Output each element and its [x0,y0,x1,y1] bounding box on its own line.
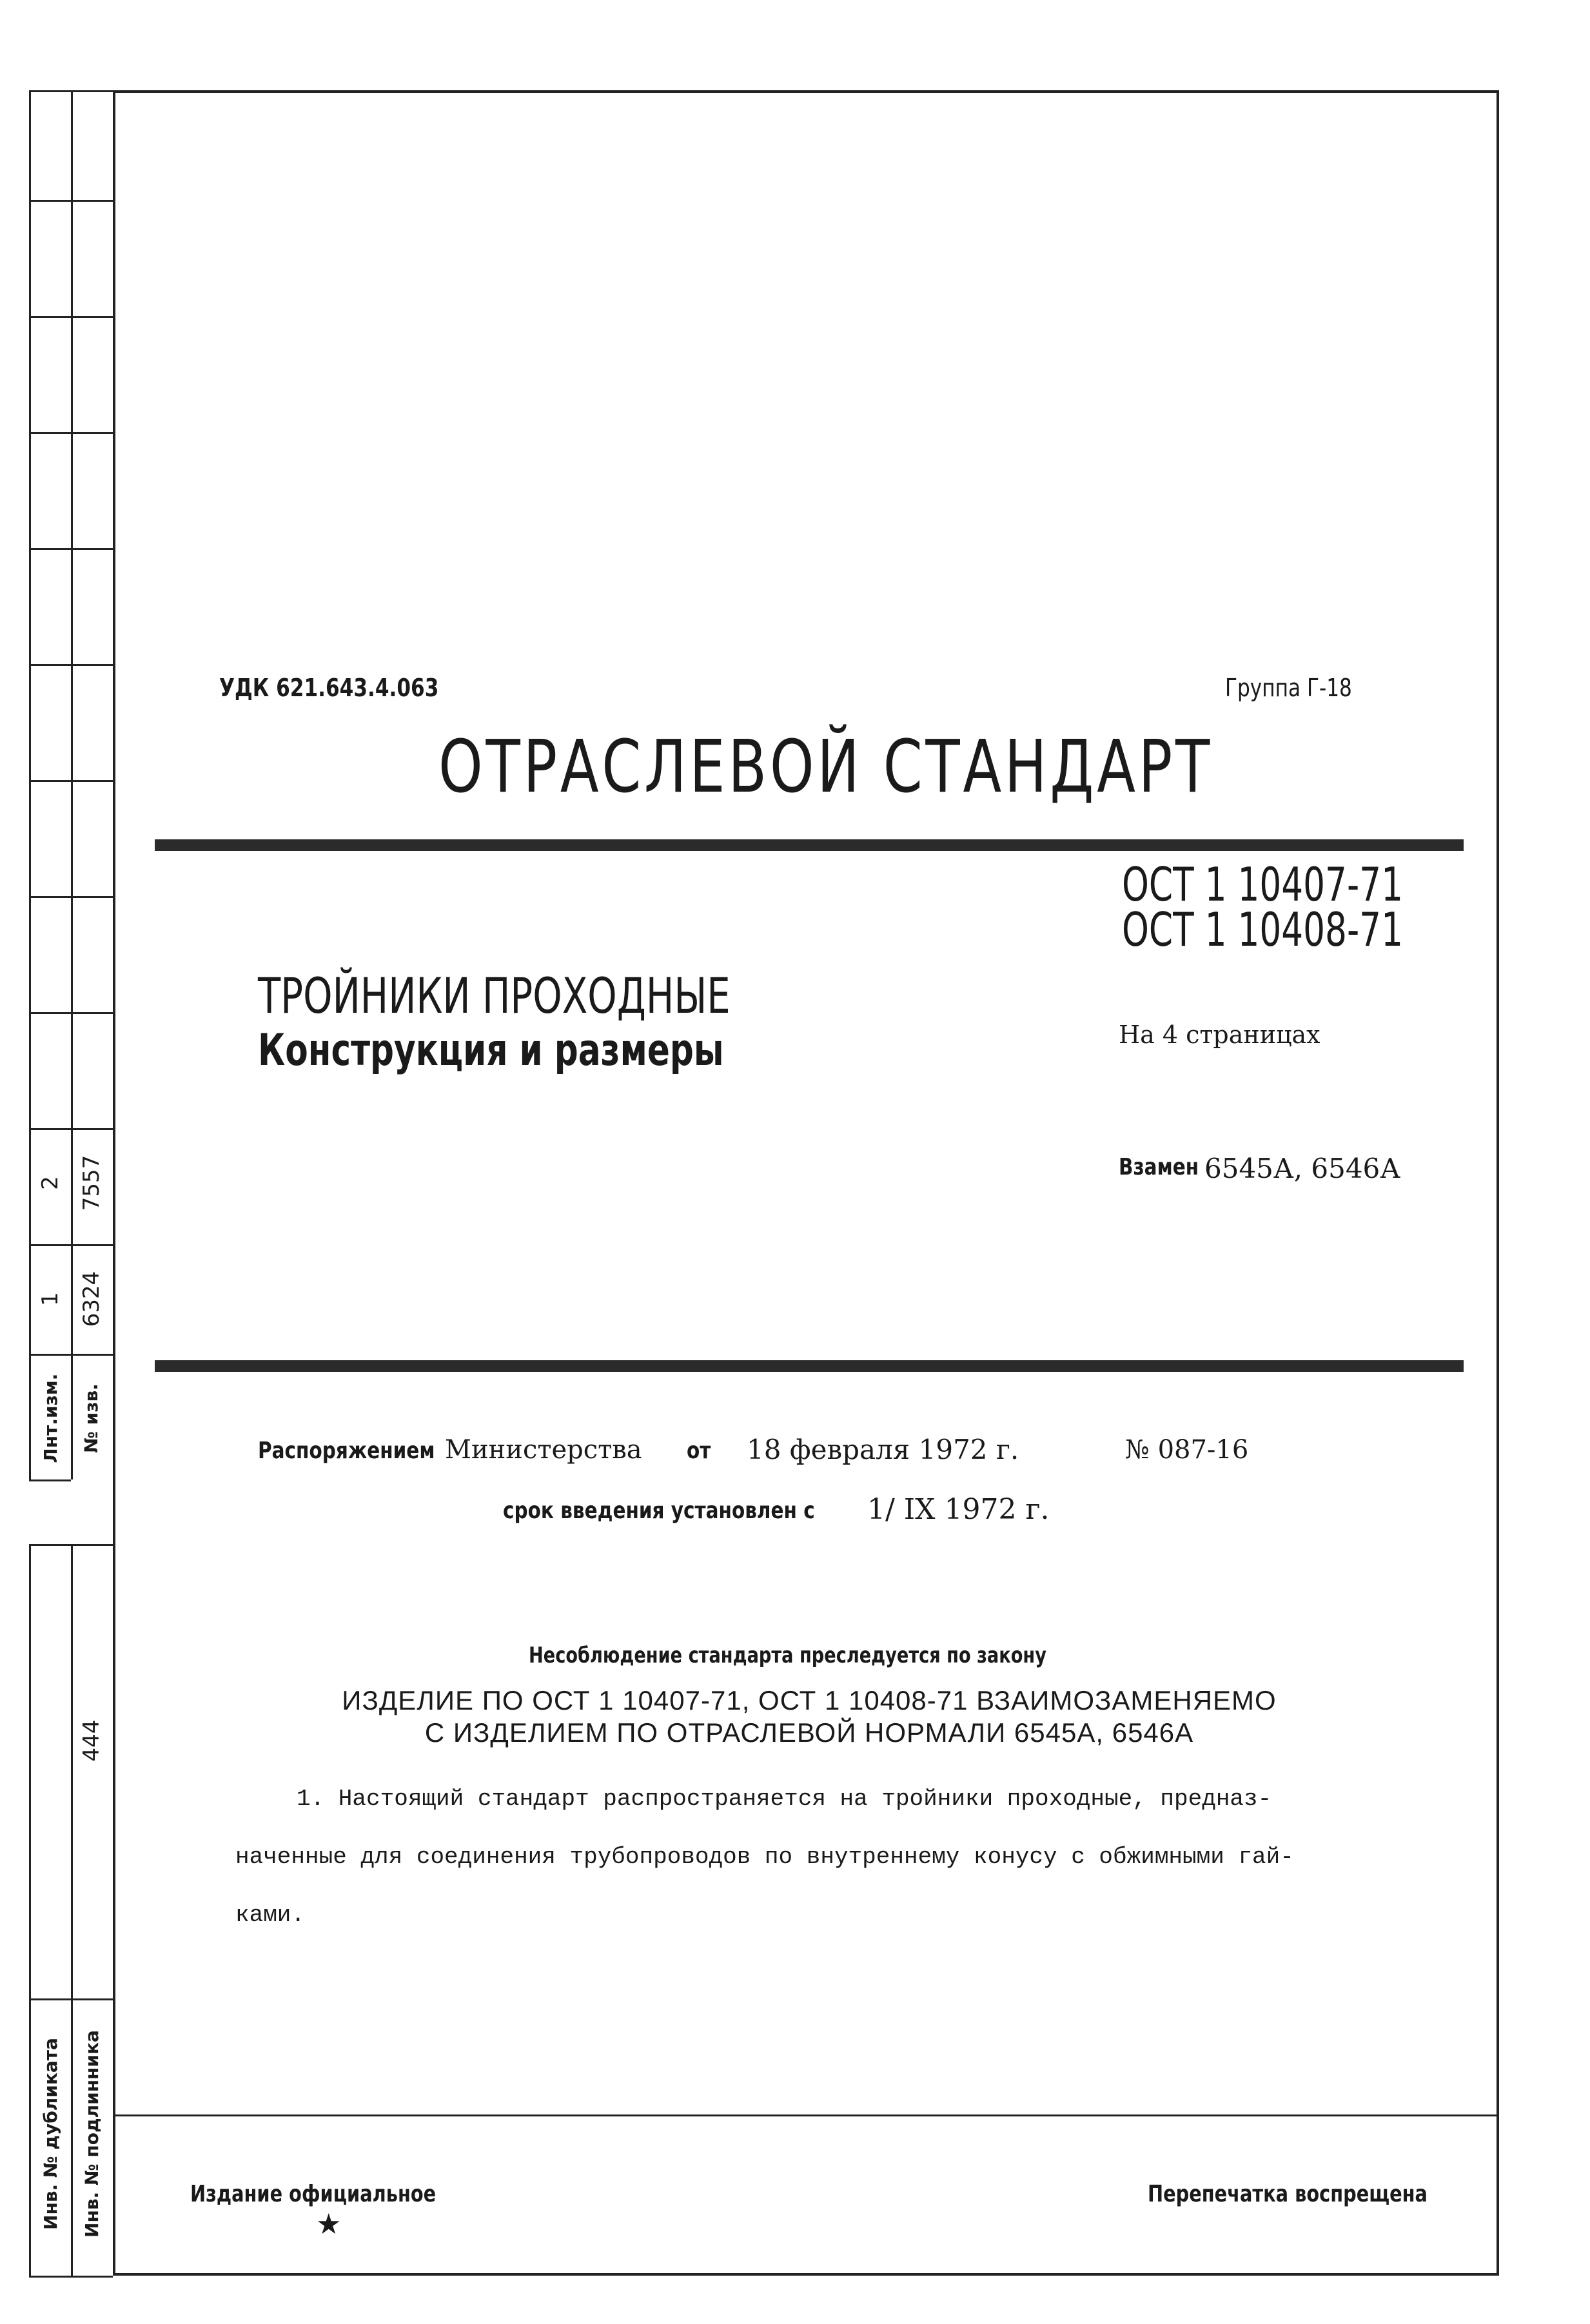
order-number: № 087-16 [1125,1435,1249,1465]
term-date: 1/ IX 1972 г. [867,1493,1050,1526]
footer-reprint-prohibited: Перепечатка воспрещена [1148,2181,1428,2207]
page-count: На 4 страницах [1119,1020,1320,1049]
legal-notice: Несоблюдение стандарта преследуется по закону [529,1643,1046,1668]
top-rule [155,839,1464,851]
replaces-label: Взамен [1119,1154,1199,1180]
original-inv-value: 444 [79,1719,104,1762]
label-change: Лнт.изм. [40,1373,61,1463]
page-title: ОТРАСЛЕВОЙ СТАНДАРТ [438,725,1213,809]
interchange-line-2: С ИЗДЕЛИЕМ ПО ОТРАСЛЕВОЙ НОРМАЛИ 6545А, 6546А [424,1717,1194,1748]
label-notice: № изв. [81,1383,102,1453]
replaces-value: 6545А, 6546А [1204,1153,1401,1184]
order-from-label: от [687,1438,711,1464]
designation-1: ОСТ 1 10407-71 [1122,857,1403,912]
footer-divider [113,2114,1499,2116]
change-no-2: 2 [37,1176,63,1190]
product-title: ТРОЙНИКИ ПРОХОДНЫЕ [258,967,731,1024]
notice-no-2: 7557 [79,1155,104,1211]
change-no-1: 1 [37,1292,63,1306]
footer-official-edition: Издание официальное [190,2181,437,2207]
bottom-rule [155,1360,1464,1372]
designation-2: ОСТ 1 10408-71 [1122,903,1403,957]
order-date: 18 февраля 1972 г. [747,1434,1019,1465]
term-label: срок введения установлен с [503,1498,815,1524]
udk-code: УДК 621.643.4.063 [219,674,439,702]
interchange-line-1: ИЗДЕЛИЕ ПО ОСТ 1 10407-71, ОСТ 1 10408-71 ВЗАИМОЗАМЕНЯЕМО [342,1685,1277,1715]
label-duplicate-inv: Инв. № дубликата [40,2038,61,2230]
label-original-inv: Инв. № подлинника [81,2030,103,2238]
order-authority: Министерства [445,1435,642,1465]
paragraph-1-line-3: ками. [235,1902,306,1928]
notice-no-1: 6324 [79,1271,104,1327]
order-label: Распоряжением [258,1438,435,1464]
product-subtitle: Конструкция и размеры [258,1025,724,1076]
paragraph-1-line-1: 1. Настоящий стандарт распространяется на тройники проходные, предназ- [297,1786,1272,1812]
paragraph-1-line-2: наченные для соединения трубопроводов по внутреннему конусу с обжимными гай- [235,1844,1294,1870]
group-code: Группа Г-18 [1225,674,1352,702]
star-icon: ★ [316,2208,342,2241]
